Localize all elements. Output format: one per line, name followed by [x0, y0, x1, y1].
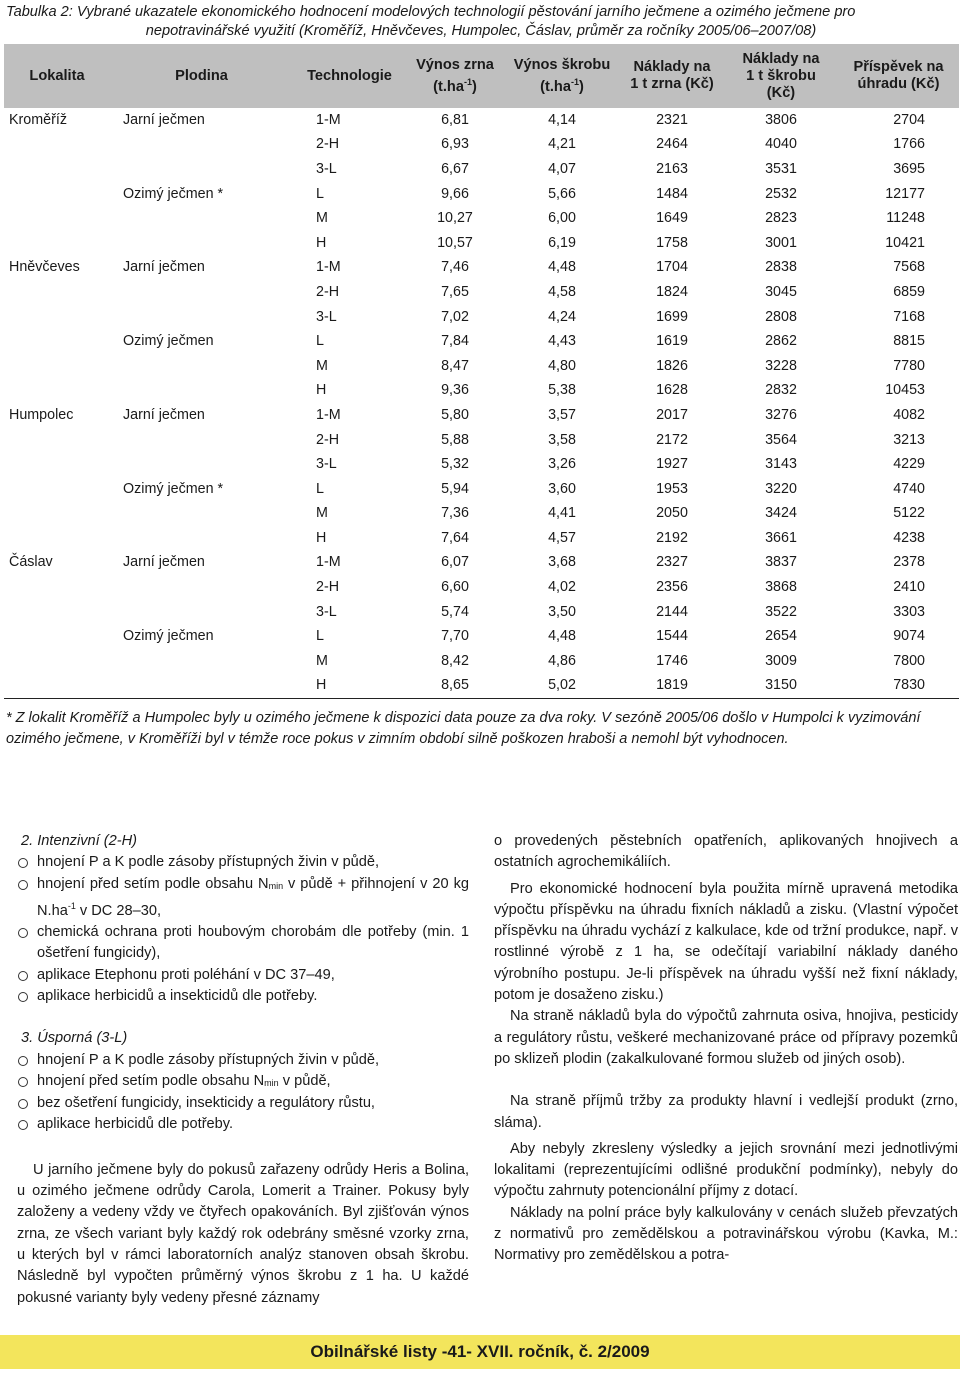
left-column — [17, 831, 469, 1309]
cell-plodina — [110, 575, 293, 600]
cell-plodina — [110, 280, 293, 305]
section-3-list — [17, 1050, 469, 1136]
cell-plodina — [110, 157, 293, 182]
cell-naklady-skrob: 3009 — [765, 652, 797, 669]
cell-naklady-skrob: 3143 — [765, 456, 797, 473]
cell-vynos-skrobu: 4,86 — [548, 652, 576, 669]
table-row — [4, 157, 959, 182]
cell-prispevek: 8815 — [893, 333, 925, 350]
cell-lokalita — [4, 280, 110, 305]
cell-technologie: L — [316, 628, 324, 645]
cell-plodina — [110, 649, 293, 674]
cell-naklady-zrno: 1826 — [656, 357, 688, 374]
table-row — [4, 329, 959, 354]
cell-vynos-skrobu: 6,19 — [548, 234, 576, 251]
table-row — [4, 600, 959, 625]
section-2-list — [17, 852, 469, 1007]
cell-plodina — [110, 526, 293, 551]
section-2-title: 2. Intenzivní (2-H) — [21, 833, 137, 849]
header-vynos-skrobu-l2: (t.ha — [540, 78, 571, 95]
table-row — [4, 428, 959, 453]
cell-technologie: 2-H — [316, 283, 340, 300]
cell-lokalita — [4, 206, 110, 231]
cell-vynos-zrna: 10,27 — [437, 210, 473, 227]
header-naklady-zrno-l1: Náklady na — [633, 59, 711, 75]
table-row — [4, 477, 959, 502]
cell-vynos-skrobu: 5,38 — [548, 382, 576, 399]
header-technologie: Technologie — [293, 44, 406, 108]
cell-naklady-zrno: 1699 — [656, 308, 688, 325]
cell-naklady-skrob: 4040 — [765, 136, 797, 153]
header-naklady-zrno — [620, 44, 724, 108]
cell-plodina: Jarní ječmen — [123, 554, 205, 571]
cell-naklady-skrob: 2808 — [765, 308, 797, 325]
table-row — [4, 452, 959, 477]
cell-prispevek: 2410 — [893, 579, 925, 596]
cell-lokalita — [4, 600, 110, 625]
list-item: aplikace herbicidů a insekticidů dle potřeby. — [17, 986, 469, 1007]
cell-vynos-skrobu: 3,50 — [548, 603, 576, 620]
cell-vynos-zrna: 7,64 — [441, 529, 469, 546]
cell-naklady-skrob: 2654 — [765, 628, 797, 645]
cell-lokalita — [4, 526, 110, 551]
cell-lokalita — [4, 182, 110, 207]
paren: ) — [578, 78, 584, 95]
table-row — [4, 526, 959, 551]
cell-vynos-skrobu: 4,02 — [548, 579, 576, 596]
cell-naklady-skrob: 3001 — [765, 234, 797, 251]
header-naklady-skrob-l3: (Kč) — [766, 84, 796, 101]
cell-vynos-skrobu: 4,58 — [548, 283, 576, 300]
cell-vynos-zrna: 6,67 — [441, 160, 469, 177]
cell-naklady-zrno: 1953 — [656, 480, 688, 497]
cell-vynos-zrna: 5,88 — [441, 431, 469, 448]
cell-lokalita — [4, 305, 110, 330]
header-prispevek-l1: Příspěvek na — [853, 59, 944, 75]
cell-plodina: Ozimý ječmen * — [123, 185, 224, 202]
cell-naklady-zrno: 1819 — [620, 674, 724, 699]
cell-plodina: Jarní ječmen — [123, 406, 205, 423]
list-item: hnojení P a K podle zásoby přístupných živin v půdě, — [17, 852, 469, 873]
cell-prispevek: 2704 — [893, 111, 925, 128]
cell-lokalita — [4, 649, 110, 674]
paragraph-varieties: U jarního ječmene byly do pokusů zařazeny odrůdy Heris a Bolina, u ozimého ječmene odrůdy Carola, Lomerit a Trainer. Pokusy byly založeny a vedeny vždy ve čtyřech opakováních. Byl zjišťován výnos zrna, ze všech variant byly každý rok odebrány směsné vzorky zrna, u kterých byl v rámci laboratorních analýz stanoven obsah škrobu. Následně byl vypočten průměrný výnos škrobu z 1 ha. U každé pokusné varianty byly vedeny přesné záznamy — [17, 1161, 469, 1306]
cell-vynos-skrobu: 4,80 — [548, 357, 576, 374]
cell-naklady-skrob: 3276 — [765, 406, 797, 423]
cell-vynos-zrna: 5,80 — [441, 406, 469, 423]
cell-plodina — [110, 231, 293, 256]
cell-vynos-zrna: 10,57 — [437, 234, 473, 251]
cell-vynos-zrna: 6,60 — [441, 579, 469, 596]
cell-lokalita — [4, 231, 110, 256]
journal-footer: Obilnářské listy -41- XVII. ročník, č. 2/2009 — [0, 1335, 960, 1369]
cell-prispevek: 5122 — [893, 505, 925, 522]
cell-prispevek: 4238 — [893, 529, 925, 546]
table-row — [4, 575, 959, 600]
cell-technologie: 1-M — [316, 554, 341, 571]
table-row — [4, 256, 959, 281]
cell-plodina: Jarní ječmen — [123, 111, 205, 128]
table-row — [4, 231, 959, 256]
economic-table — [4, 44, 959, 699]
cell-lokalita — [4, 575, 110, 600]
table-body — [4, 108, 959, 699]
cell-prispevek: 7800 — [893, 652, 925, 669]
cell-technologie: H — [316, 529, 327, 546]
cell-vynos-zrna: 6,07 — [441, 554, 469, 571]
cell-plodina: Jarní ječmen — [123, 259, 205, 276]
header-prispevek-l2: úhradu (Kč) — [857, 76, 940, 92]
paragraph: Na straně příjmů tržby za produkty hlavní i vedlejší produkt (zrno, sláma). — [494, 1093, 958, 1131]
text: v půdě, — [278, 1072, 331, 1089]
cell-prispevek: 10421 — [885, 234, 925, 251]
cell-vynos-zrna: 7,36 — [441, 505, 469, 522]
cell-vynos-zrna: 9,66 — [441, 185, 469, 202]
cell-plodina — [110, 379, 293, 404]
header-naklady-skrob — [724, 44, 838, 108]
caption-line-1: Tabulka 2: Vybrané ukazatele ekonomického hodnocení modelových technologií pěstování jarního ječmene a ozimého ječmene pro — [6, 4, 856, 20]
cell-vynos-zrna: 6,81 — [441, 111, 469, 128]
cell-naklady-zrno: 1619 — [656, 333, 688, 350]
header-vynos-zrna-l1: Výnos zrna — [416, 56, 494, 73]
cell-technologie: M — [316, 505, 328, 522]
cell-vynos-zrna: 5,32 — [441, 456, 469, 473]
cell-lokalita — [4, 452, 110, 477]
cell-naklady-zrno: 1927 — [656, 456, 688, 473]
cell-vynos-zrna: 5,94 — [441, 480, 469, 497]
cell-naklady-skrob: 3228 — [765, 357, 797, 374]
table-row — [4, 133, 959, 158]
cell-vynos-skrobu: 4,43 — [548, 333, 576, 350]
cell-lokalita — [4, 674, 110, 699]
text: hnojení před setím podle obsahu N — [37, 875, 269, 892]
cell-plodina — [110, 674, 293, 699]
cell-lokalita — [4, 502, 110, 527]
cell-vynos-zrna: 7,84 — [441, 333, 469, 350]
cell-naklady-skrob: 2838 — [765, 259, 797, 276]
header-vynos-skrobu — [504, 44, 620, 108]
exp: -1 — [570, 76, 579, 87]
cell-vynos-zrna: 7,65 — [441, 283, 469, 300]
cell-vynos-skrobu: 3,58 — [548, 431, 576, 448]
cell-technologie: 3-L — [316, 456, 337, 473]
cell-plodina: Ozimý ječmen — [123, 628, 214, 645]
cell-technologie: 1-M — [316, 406, 341, 423]
cell-lokalita — [4, 354, 110, 379]
list-item: bez ošetření fungicidy, insekticidy a regulátory růstu, — [17, 1093, 469, 1114]
cell-plodina — [110, 206, 293, 231]
list-item — [17, 1071, 469, 1093]
cell-vynos-skrobu: 5,66 — [548, 185, 576, 202]
cell-naklady-skrob: 3806 — [765, 111, 797, 128]
cell-vynos-zrna: 5,74 — [441, 603, 469, 620]
table-row — [4, 182, 959, 207]
cell-lokalita — [4, 133, 110, 158]
header-naklady-skrob-l1: Náklady na — [742, 50, 820, 67]
cell-naklady-zrno: 1824 — [656, 283, 688, 300]
paragraph: Na straně nákladů byla do výpočtů zahrnuta osiva, hnojiva, pesticidy a regulátory růstu, veškeré mechanizované práce od přípravy pozemků po sklizeň plodin (zakalkulované formou služeb od jiných osob). — [494, 1008, 958, 1067]
cell-lokalita — [4, 329, 110, 354]
table-row — [4, 379, 959, 404]
cell-prispevek: 4082 — [893, 406, 925, 423]
cell-vynos-zrna: 7,70 — [441, 628, 469, 645]
cell-lokalita — [4, 477, 110, 502]
cell-lokalita — [4, 379, 110, 404]
cell-naklady-zrno: 1628 — [656, 382, 688, 399]
cell-vynos-zrna: 7,46 — [441, 259, 469, 276]
table-row — [4, 354, 959, 379]
cell-lokalita: Kroměříž — [9, 111, 67, 128]
cell-naklady-skrob: 2862 — [765, 333, 797, 350]
cell-technologie: H — [316, 234, 327, 251]
cell-vynos-zrna: 8,65 — [406, 674, 504, 699]
cell-vynos-skrobu: 4,24 — [548, 308, 576, 325]
cell-prispevek: 1766 — [893, 136, 925, 153]
cell-prispevek: 3303 — [893, 603, 925, 620]
cell-technologie: L — [316, 333, 324, 350]
cell-technologie: 3-L — [316, 603, 337, 620]
cell-plodina — [110, 502, 293, 527]
cell-prispevek: 11248 — [886, 210, 925, 227]
cell-plodina: Ozimý ječmen * — [123, 480, 224, 497]
table-row — [4, 624, 959, 649]
cell-naklady-skrob: 3661 — [765, 529, 797, 546]
cell-vynos-skrobu: 4,07 — [548, 160, 576, 177]
cell-prispevek: 4740 — [893, 480, 925, 497]
cell-lokalita — [4, 428, 110, 453]
cell-plodina — [110, 600, 293, 625]
cell-naklady-skrob: 3868 — [765, 579, 797, 596]
header-naklady-zrno-l2: 1 t zrna (Kč) — [630, 76, 714, 92]
cell-prispevek: 3695 — [893, 160, 925, 177]
list-item — [17, 874, 469, 922]
header-lokalita: Lokalita — [4, 44, 110, 108]
table-row — [4, 108, 959, 133]
table-row — [4, 551, 959, 576]
cell-lokalita: Čáslav — [9, 554, 53, 571]
paren: ) — [471, 78, 477, 95]
cell-plodina — [110, 133, 293, 158]
cell-vynos-skrobu: 4,48 — [548, 259, 576, 276]
cell-naklady-zrno: 2327 — [656, 554, 688, 571]
cell-prispevek: 6859 — [893, 283, 925, 300]
exp: -1 — [463, 76, 472, 87]
cell-prispevek: 4229 — [893, 456, 925, 473]
cell-vynos-skrobu: 3,26 — [548, 456, 576, 473]
cell-naklady-zrno: 1758 — [656, 234, 688, 251]
text: v DC 28–30, — [75, 902, 162, 919]
cell-vynos-skrobu: 4,57 — [548, 529, 576, 546]
cell-naklady-zrno: 2464 — [656, 136, 688, 153]
cell-technologie: H — [293, 674, 406, 699]
list-item: aplikace herbicidů dle potřeby. — [17, 1114, 469, 1135]
cell-technologie: 2-H — [316, 579, 340, 596]
cell-technologie: M — [316, 357, 328, 374]
cell-technologie: M — [316, 210, 328, 227]
cell-technologie: M — [316, 652, 328, 669]
cell-naklady-zrno: 2172 — [656, 431, 688, 448]
cell-naklady-zrno: 1484 — [656, 185, 688, 202]
table-row — [4, 649, 959, 674]
cell-technologie: 2-H — [316, 136, 340, 153]
cell-vynos-skrobu: 6,00 — [548, 210, 576, 227]
cell-naklady-zrno: 2321 — [656, 111, 688, 128]
cell-lokalita — [4, 157, 110, 182]
paragraph: Pro ekonomické hodnocení byla použita mírně upravená metodika výpočtu příspěvku na úhradu fixních nákladů a zisku. (Vlastní výpočet příspěvku na úhradu vychází z kalkulace, kde od tržní produkce, např. v rostlinné výrobě z 1 ha, se odečítají variabilní náklady daného výrobního postupu. Je-li příspěvek na úhradu vyšší než fixní náklady, potom je dosaženo zisku.) — [494, 880, 959, 1004]
cell-technologie: 3-L — [316, 160, 337, 177]
cell-vynos-skrobu: 4,14 — [548, 111, 576, 128]
subscript: min — [264, 1077, 279, 1088]
cell-vynos-skrobu: 4,41 — [548, 505, 576, 522]
cell-technologie: 1-M — [316, 259, 341, 276]
cell-vynos-skrobu: 3,60 — [548, 480, 576, 497]
cell-naklady-skrob: 2832 — [765, 382, 797, 399]
cell-vynos-skrobu: 5,02 — [504, 674, 620, 699]
cell-plodina — [110, 354, 293, 379]
cell-prispevek: 7168 — [893, 308, 925, 325]
caption-line-2: nepotravinářské využití (Kroměříž, Hněvčeves, Humpolec, Čáslav, průměr za ročníky 2005/06–2007/08) — [145, 23, 817, 39]
header-plodina: Plodina — [110, 44, 293, 108]
cell-lokalita: Humpolec — [9, 406, 74, 423]
cell-naklady-skrob: 3424 — [765, 505, 797, 522]
list-item: aplikace Etephonu proti poléhání v DC 37–49, — [17, 965, 469, 986]
cell-prispevek: 9074 — [893, 628, 925, 645]
cell-technologie: 3-L — [316, 308, 337, 325]
text: v půdě + přihnojení v 20 kg N.ha — [37, 875, 469, 919]
cell-naklady-skrob: 2823 — [765, 210, 797, 227]
cell-technologie: L — [316, 480, 324, 497]
cell-naklady-zrno: 2163 — [656, 160, 688, 177]
cell-vynos-zrna: 6,93 — [441, 136, 469, 153]
cell-technologie: 2-H — [316, 431, 340, 448]
paragraph: o provedených pěstebních opatřeních, aplikovaných hnojivech a ostatních agrochemikáliích. — [494, 833, 958, 871]
cell-naklady-zrno: 1704 — [656, 259, 688, 276]
text: hnojení před setím podle obsahu N — [37, 1072, 265, 1089]
superscript: -1 — [67, 900, 76, 911]
cell-vynos-zrna: 8,47 — [441, 357, 469, 374]
table-row — [4, 502, 959, 527]
cell-naklady-skrob: 3837 — [765, 554, 797, 571]
cell-naklady-zrno: 2050 — [656, 505, 688, 522]
paragraph: Aby nebyly zkresleny výsledky a jejich srovnání mezi jednotlivými lokalitami (reprezentujícími odlišné produkční podmínky), nebyly do výpočtu zahrnuty potencionální příjmy z dotací. — [494, 1140, 958, 1200]
cell-technologie: L — [316, 185, 324, 202]
cell-prispevek: 12177 — [885, 185, 925, 202]
cell-naklady-skrob: 3045 — [765, 283, 797, 300]
subscript: min — [268, 880, 284, 891]
header-vynos-skrobu-l1: Výnos škrobu — [513, 56, 611, 73]
cell-plodina: Ozimý ječmen — [123, 333, 214, 350]
cell-vynos-zrna: 7,02 — [441, 308, 469, 325]
table-row — [4, 206, 959, 231]
cell-vynos-skrobu: 4,48 — [548, 628, 576, 645]
cell-prispevek: 2378 — [893, 554, 925, 571]
table-header-row — [4, 44, 959, 108]
cell-naklady-zrno: 2144 — [656, 603, 688, 620]
cell-prispevek: 10453 — [885, 382, 925, 399]
cell-naklady-zrno: 2192 — [656, 529, 688, 546]
cell-plodina — [110, 305, 293, 330]
cell-naklady-zrno: 1746 — [656, 652, 688, 669]
paragraph: Náklady na polní práce byly kalkulovány v cenách služeb převzatých z normativů pro zemědělskou a potravinářskou výrobu (Kavka, M.: Normativy pro zemědělskou a potra- — [494, 1204, 958, 1264]
cell-vynos-zrna: 9,36 — [441, 382, 469, 399]
cell-naklady-skrob: 3531 — [765, 160, 797, 177]
cell-vynos-skrobu: 3,68 — [548, 554, 576, 571]
table-caption — [6, 3, 956, 41]
cell-naklady-zrno: 1544 — [656, 628, 688, 645]
table-footnote: * Z lokalit Kroměříž a Humpolec byly u ozimého ječmene k dispozici data pouze za dva roky. V sezóně 2005/06 došlo v Humpolci k vyzimování ozimého ječmene, v Kroměříži byl v témže roce pokus v zimním období silně poškozen hraboši a nemohl být vyhodnocen. — [6, 710, 921, 747]
header-naklady-skrob-l2: 1 t škrobu — [746, 67, 816, 84]
cell-naklady-skrob: 3522 — [765, 603, 797, 620]
cell-plodina — [110, 452, 293, 477]
list-item: hnojení P a K podle zásoby přístupných živin v půdě, — [17, 1050, 469, 1071]
table-row — [4, 403, 959, 428]
cell-naklady-skrob: 3220 — [765, 480, 797, 497]
cell-naklady-zrno: 2356 — [656, 579, 688, 596]
section-3-title: 3. Úsporná (3-L) — [21, 1030, 128, 1047]
right-column — [494, 831, 958, 1267]
cell-naklady-skrob: 3564 — [765, 431, 797, 448]
cell-technologie: 1-M — [316, 111, 341, 128]
cell-lokalita: Hněvčeves — [9, 259, 80, 276]
table-row — [4, 674, 959, 699]
header-prispevek — [838, 44, 959, 108]
table-row — [4, 305, 959, 330]
cell-naklady-skrob: 3150 — [724, 674, 838, 699]
cell-plodina — [110, 428, 293, 453]
cell-prispevek: 3213 — [893, 431, 925, 448]
header-vynos-zrna-l2: (t.ha — [433, 78, 464, 95]
cell-technologie: H — [316, 382, 327, 399]
cell-naklady-zrno: 1649 — [656, 210, 688, 227]
cell-prispevek: 7780 — [893, 357, 925, 374]
cell-naklady-skrob: 2532 — [765, 185, 797, 202]
list-item: chemická ochrana proti houbovým chorobám dle potřeby (min. 1 ošetření fungicidy), — [17, 922, 469, 965]
cell-vynos-skrobu: 3,57 — [548, 406, 576, 423]
table-row — [4, 280, 959, 305]
cell-naklady-zrno: 2017 — [656, 406, 688, 423]
cell-vynos-skrobu: 4,21 — [548, 136, 576, 153]
cell-prispevek: 7830 — [838, 674, 959, 699]
cell-lokalita — [4, 624, 110, 649]
header-vynos-zrna — [406, 44, 504, 108]
cell-prispevek: 7568 — [893, 259, 925, 276]
cell-vynos-zrna: 8,42 — [441, 652, 469, 669]
